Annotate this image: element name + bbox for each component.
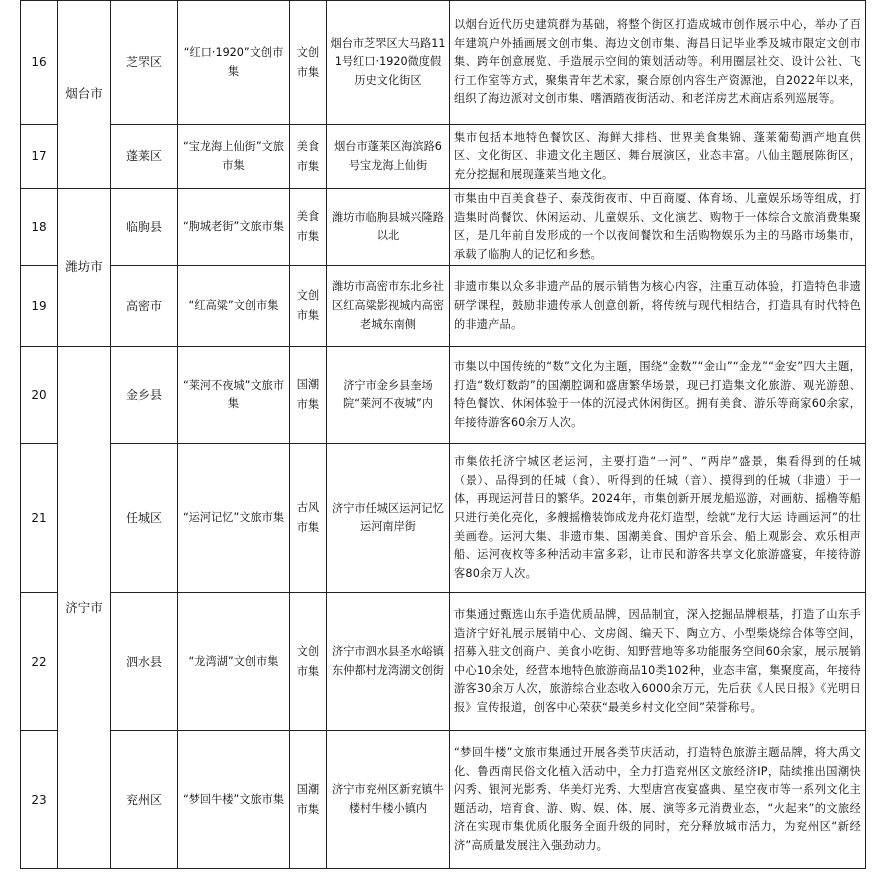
county-cell: 蓬莱区 xyxy=(111,125,178,189)
market-name-cell: “朐城老街”文旅市集 xyxy=(178,189,290,266)
description-cell: 市集由中百美食巷子、泰茂街夜市、中百商厦、体育场、儿童娱乐场等组成，打造集时尚餐饮、休闲运动、儿童娱乐、文化演艺、购物于一体综合文旅消费集聚区，是几年前自发形成的一个以夜间餐饮和生活购物娱乐为主的马路市场集市，承载了临朐人的记忆和乡愁。 xyxy=(450,189,866,266)
market-type-cell: 美食市集 xyxy=(290,125,327,189)
market-type-cell: 文创市集 xyxy=(290,266,327,347)
city-cell: 潍坊市 xyxy=(58,189,111,347)
address-cell: 烟台市芝罘区大马路111号红口·1920微度假历史文化街区 xyxy=(327,1,450,125)
address-cell: 济宁市任城区运河记忆运河南岸街 xyxy=(327,444,450,593)
county-cell: 临朐县 xyxy=(111,189,178,266)
city-cell: 烟台市 xyxy=(58,1,111,189)
row-number: 18 xyxy=(21,189,58,266)
address-cell: 烟台市蓬莱区海滨路6号宝龙海上仙街 xyxy=(327,125,450,189)
address-cell: 济宁市兖州区新兖镇牛楼村牛楼小镇内 xyxy=(327,731,450,869)
table-row xyxy=(21,731,866,869)
market-name-cell: “宝龙海上仙街”文旅市集 xyxy=(178,125,290,189)
market-type-cell: 文创市集 xyxy=(290,593,327,731)
market-type-cell: 古风市集 xyxy=(290,444,327,593)
county-cell: 金乡县 xyxy=(111,347,178,444)
description-cell: 市集依托济宁城区老运河，主要打造“一河”、“两岸”盛景，集看得到的任城（景）、品得到的任城（食）、听得到的任城（音）、摸得到的任城（非遗）于一体，再现运河昔日的繁华。2024年，市集创新开展龙船巡游，对画舫、摇橹等船只进行美化亮化，多艘摇橹装饰成龙舟花灯造型，绘就“龙行大运 诗画运河”的壮美画卷。运河大集、非遗市集、国潮美食、围炉音乐会、船上观影会、欢乐相声船、运河夜枚等多种活动丰富多彩，让市民和游客共享文化旅游盛宴，年接待游客80余万人次。 xyxy=(450,444,866,593)
address-cell: 济宁市金乡县奎场院“莱河不夜城”内 xyxy=(327,347,450,444)
row-number: 21 xyxy=(21,444,58,593)
market-type-cell: 美食市集 xyxy=(290,189,327,266)
table-row xyxy=(21,593,866,731)
market-name-cell: “梦回牛楼”文旅市集 xyxy=(178,731,290,869)
market-name-cell: “红高粱”文创市集 xyxy=(178,266,290,347)
market-type-cell: 文创市集 xyxy=(290,1,327,125)
county-cell: 兖州区 xyxy=(111,731,178,869)
table-row xyxy=(21,444,866,593)
description-cell: 市集以中国传统的“数”文化为主题，围绕“金数”“金山”“金龙”“金安”四大主题，打造“数灯数韵”的国潮腔调和盛唐繁华场景，现已打造集文化旅游、观光游憩、特色餐饮、休闲体验于一体的沉浸式休闲街区。拥有美食、游乐等商家60余家，年接待游客60余万人次。 xyxy=(450,347,866,444)
market-table xyxy=(20,0,866,869)
county-cell: 高密市 xyxy=(111,266,178,347)
address-cell: 济宁市泗水县圣水峪镇东仲都村龙湾湖文创街 xyxy=(327,593,450,731)
market-name-cell: “运河记忆”文旅市集 xyxy=(178,444,290,593)
table-row xyxy=(21,125,866,189)
market-type-cell: 国潮市集 xyxy=(290,347,327,444)
address-cell: 潍坊市临朐县城兴隆路以北 xyxy=(327,189,450,266)
address-cell: 潍坊市高密市东北乡社区红高粱影视城内高密老城东南侧 xyxy=(327,266,450,347)
market-name-cell: “龙湾湖”文创市集 xyxy=(178,593,290,731)
county-cell: 任城区 xyxy=(111,444,178,593)
row-number: 17 xyxy=(21,125,58,189)
table-row xyxy=(21,1,866,125)
market-name-cell: “莱河不夜城”文旅市集 xyxy=(178,347,290,444)
description-cell: 以烟台近代历史建筑群为基础，将整个街区打造成城市创作展示中心，举办了百年建筑户外插画展文创市集、海边文创市集、海昌日记毕业季及城市限定文创市集、跨年创意展览、手造展示空间的策划活动等。利用圈层社交、设计公社、飞行工作室等方式，聚集青年艺术家，聚合原创内容生产资源池，自2022年以来，组织了海边派对文创市集、嗜酒踏夜街活动、和老洋房艺术商店系列巡展等。 xyxy=(450,1,866,125)
row-number: 16 xyxy=(21,1,58,125)
table-row xyxy=(21,266,866,347)
county-cell: 泗水县 xyxy=(111,593,178,731)
row-number: 19 xyxy=(21,266,58,347)
market-type-cell: 国潮市集 xyxy=(290,731,327,869)
description-cell: 集市包括本地特色餐饮区、海鲜大排档、世界美食集锦、蓬莱葡萄酒产地直供区、文化街区、非遗文化主题区、舞台展演区，业态丰富。八仙主题展陈街区，充分挖掘和展现蓬莱当地文化。 xyxy=(450,125,866,189)
table-row xyxy=(21,189,866,266)
description-cell: 非遗市集以众多非遗产品的展示销售为核心内容，注重互动体验，打造特色非遗研学课程，鼓励非遗传承人创意创新，将传统与现代相结合，打造具有时代特色的非遗产品。 xyxy=(450,266,866,347)
table-row xyxy=(21,347,866,444)
row-number: 20 xyxy=(21,347,58,444)
county-cell: 芝罘区 xyxy=(111,1,178,125)
description-cell: 市集通过甄选山东手造优质品牌，因品制宜，深入挖掘品牌根基，打造了山东手造济宁好礼展示展销中心、文房阁、编天下、陶立方、小型柴烧综合体等空间，招募入驻文创商户、美食小吃街、知野营地等多功能服务空间60余家，展示展销中心10余处，经营本地特色旅游商品10类102种，业态丰富，集聚度高，年接待游客30余万人次，旅游综合业态收入6000余万元，先后获《人民日报》《光明日报》宣传报道，创客中心荣获“最美乡村文化空间”荣誉称号。 xyxy=(450,593,866,731)
row-number: 23 xyxy=(21,731,58,869)
row-number: 22 xyxy=(21,593,58,731)
description-cell: “梦回牛楼”文旅市集通过开展各类节庆活动，打造特色旅游主题品牌，将大禹文化、鲁西南民俗文化植入活动中，全力打造兖州区文旅经济IP，陆续推出国潮快闪秀、银河光影秀、华美灯光秀、大型唐宫夜宴盛典、星空夜市等一系列文化主题活动，培育食、游、购、娱、体、展、演等多元消费业态，“火起来”的文旅经济在实现市集优质化服务全面升级的同时，充分释放城市活力，为兖州区“新经济”高质量发展注入强劲动力。 xyxy=(450,731,866,869)
city-cell: 济宁市 xyxy=(58,347,111,869)
market-name-cell: “红口·1920”文创市集 xyxy=(178,1,290,125)
document-sheet xyxy=(20,0,865,869)
